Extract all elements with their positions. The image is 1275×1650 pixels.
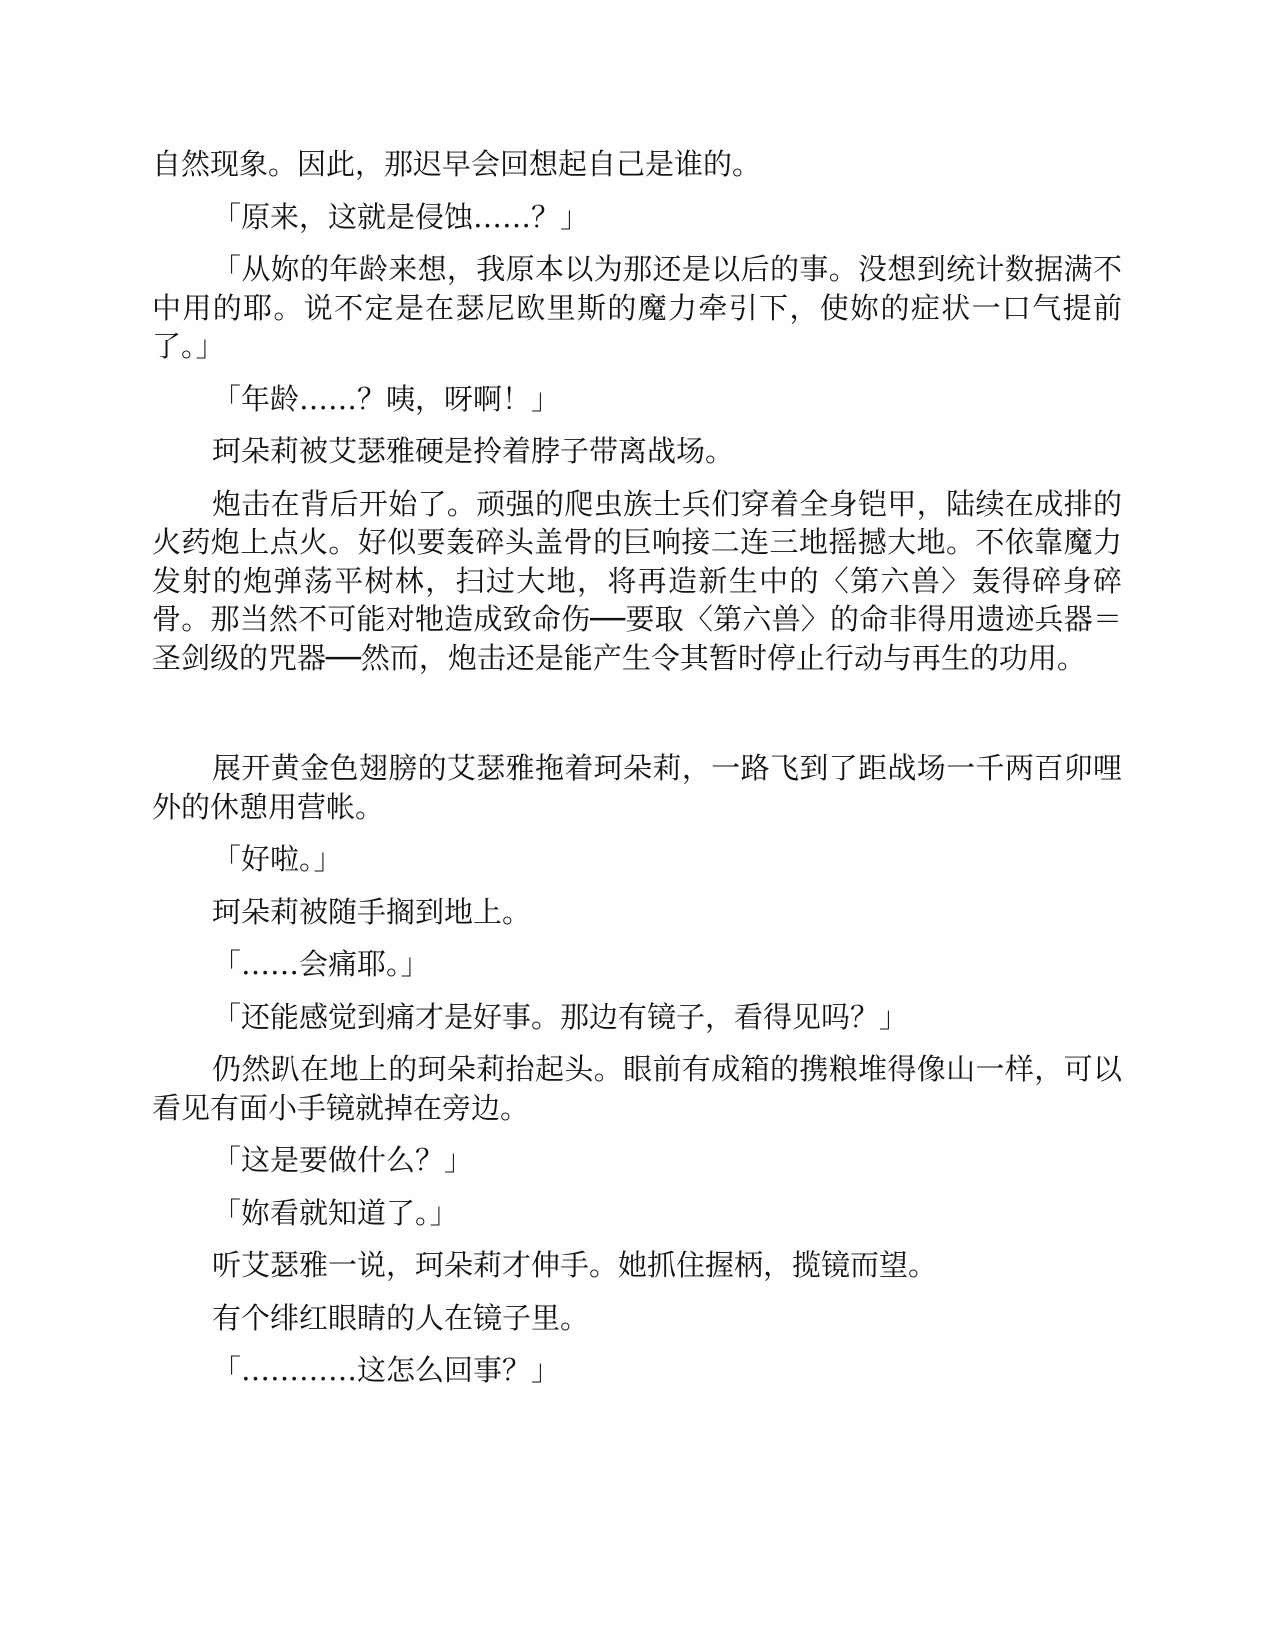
paragraph-narration: 有个绯红眼睛的人在镜子里。 <box>212 1300 590 1335</box>
paragraph-narration: 听艾瑟雅一说，珂朵莉才伸手。她抓住握柄，揽镜而望。 <box>212 1248 938 1282</box>
paragraph-narration: 炮击在背后开始了。顽强的爬虫族士兵们穿着全身铠甲，陆续在成排的火药炮上点火。好似要轰碎头盖骨的巨响接二连三地摇撼大地。不依靠魔力发射的炮弹荡平树林，扫过大地，将再造新生中的〈第六兽〉轰得碎身碎骨。那当然不可能对牠造成致命伤──要取〈第六兽〉的命非得用遗迹兵器＝圣剑级的咒器──然而，炮击还是能产生令其暂时停止行动与再生的功用。 <box>152 486 1122 675</box>
paragraph-continuation: 自然现象。因此，那迟早会回想起自己是谁的。 <box>152 147 762 181</box>
paragraph-dialogue: 「原来，这就是侵蚀……？」 <box>212 199 590 234</box>
paragraph-dialogue: 「妳看就知道了。」 <box>212 1195 459 1230</box>
paragraph-narration: 珂朵莉被随手搁到地上。 <box>212 894 532 929</box>
paragraph-narration: 展开黄金色翅膀的艾瑟雅拖着珂朵莉，一路飞到了距战场一千两百卯哩外的休憩用营帐。 <box>152 751 1122 824</box>
paragraph-dialogue: 「…………这怎么回事？」 <box>212 1353 561 1387</box>
paragraph-dialogue: 「还能感觉到痛才是好事。那边有镜子，看得见吗？」 <box>212 999 909 1034</box>
paragraph-dialogue: 「从妳的年龄来想，我原本以为那还是以后的事。没想到统计数据满不中用的耶。说不定是在瑟尼欧里斯的魔力牵引下，使妳的症状一口气提前了。」 <box>152 252 1122 363</box>
paragraph-dialogue: 「……会痛耶。」 <box>212 947 430 981</box>
book-page <box>152 145 1122 1404</box>
paragraph-dialogue: 「这是要做什么？」 <box>212 1143 474 1177</box>
paragraph-dialogue: 「好啦。」 <box>212 842 343 876</box>
paragraph-dialogue: 「年龄……？咦，呀啊！」 <box>212 381 561 416</box>
section-break <box>152 691 1122 749</box>
paragraph-narration: 珂朵莉被艾瑟雅硬是拎着脖子带离战场。 <box>212 434 735 468</box>
paragraph-narration: 仍然趴在地上的珂朵莉抬起头。眼前有成箱的携粮堆得像山一样，可以看见有面小手镜就掉在旁边。 <box>152 1052 1122 1125</box>
